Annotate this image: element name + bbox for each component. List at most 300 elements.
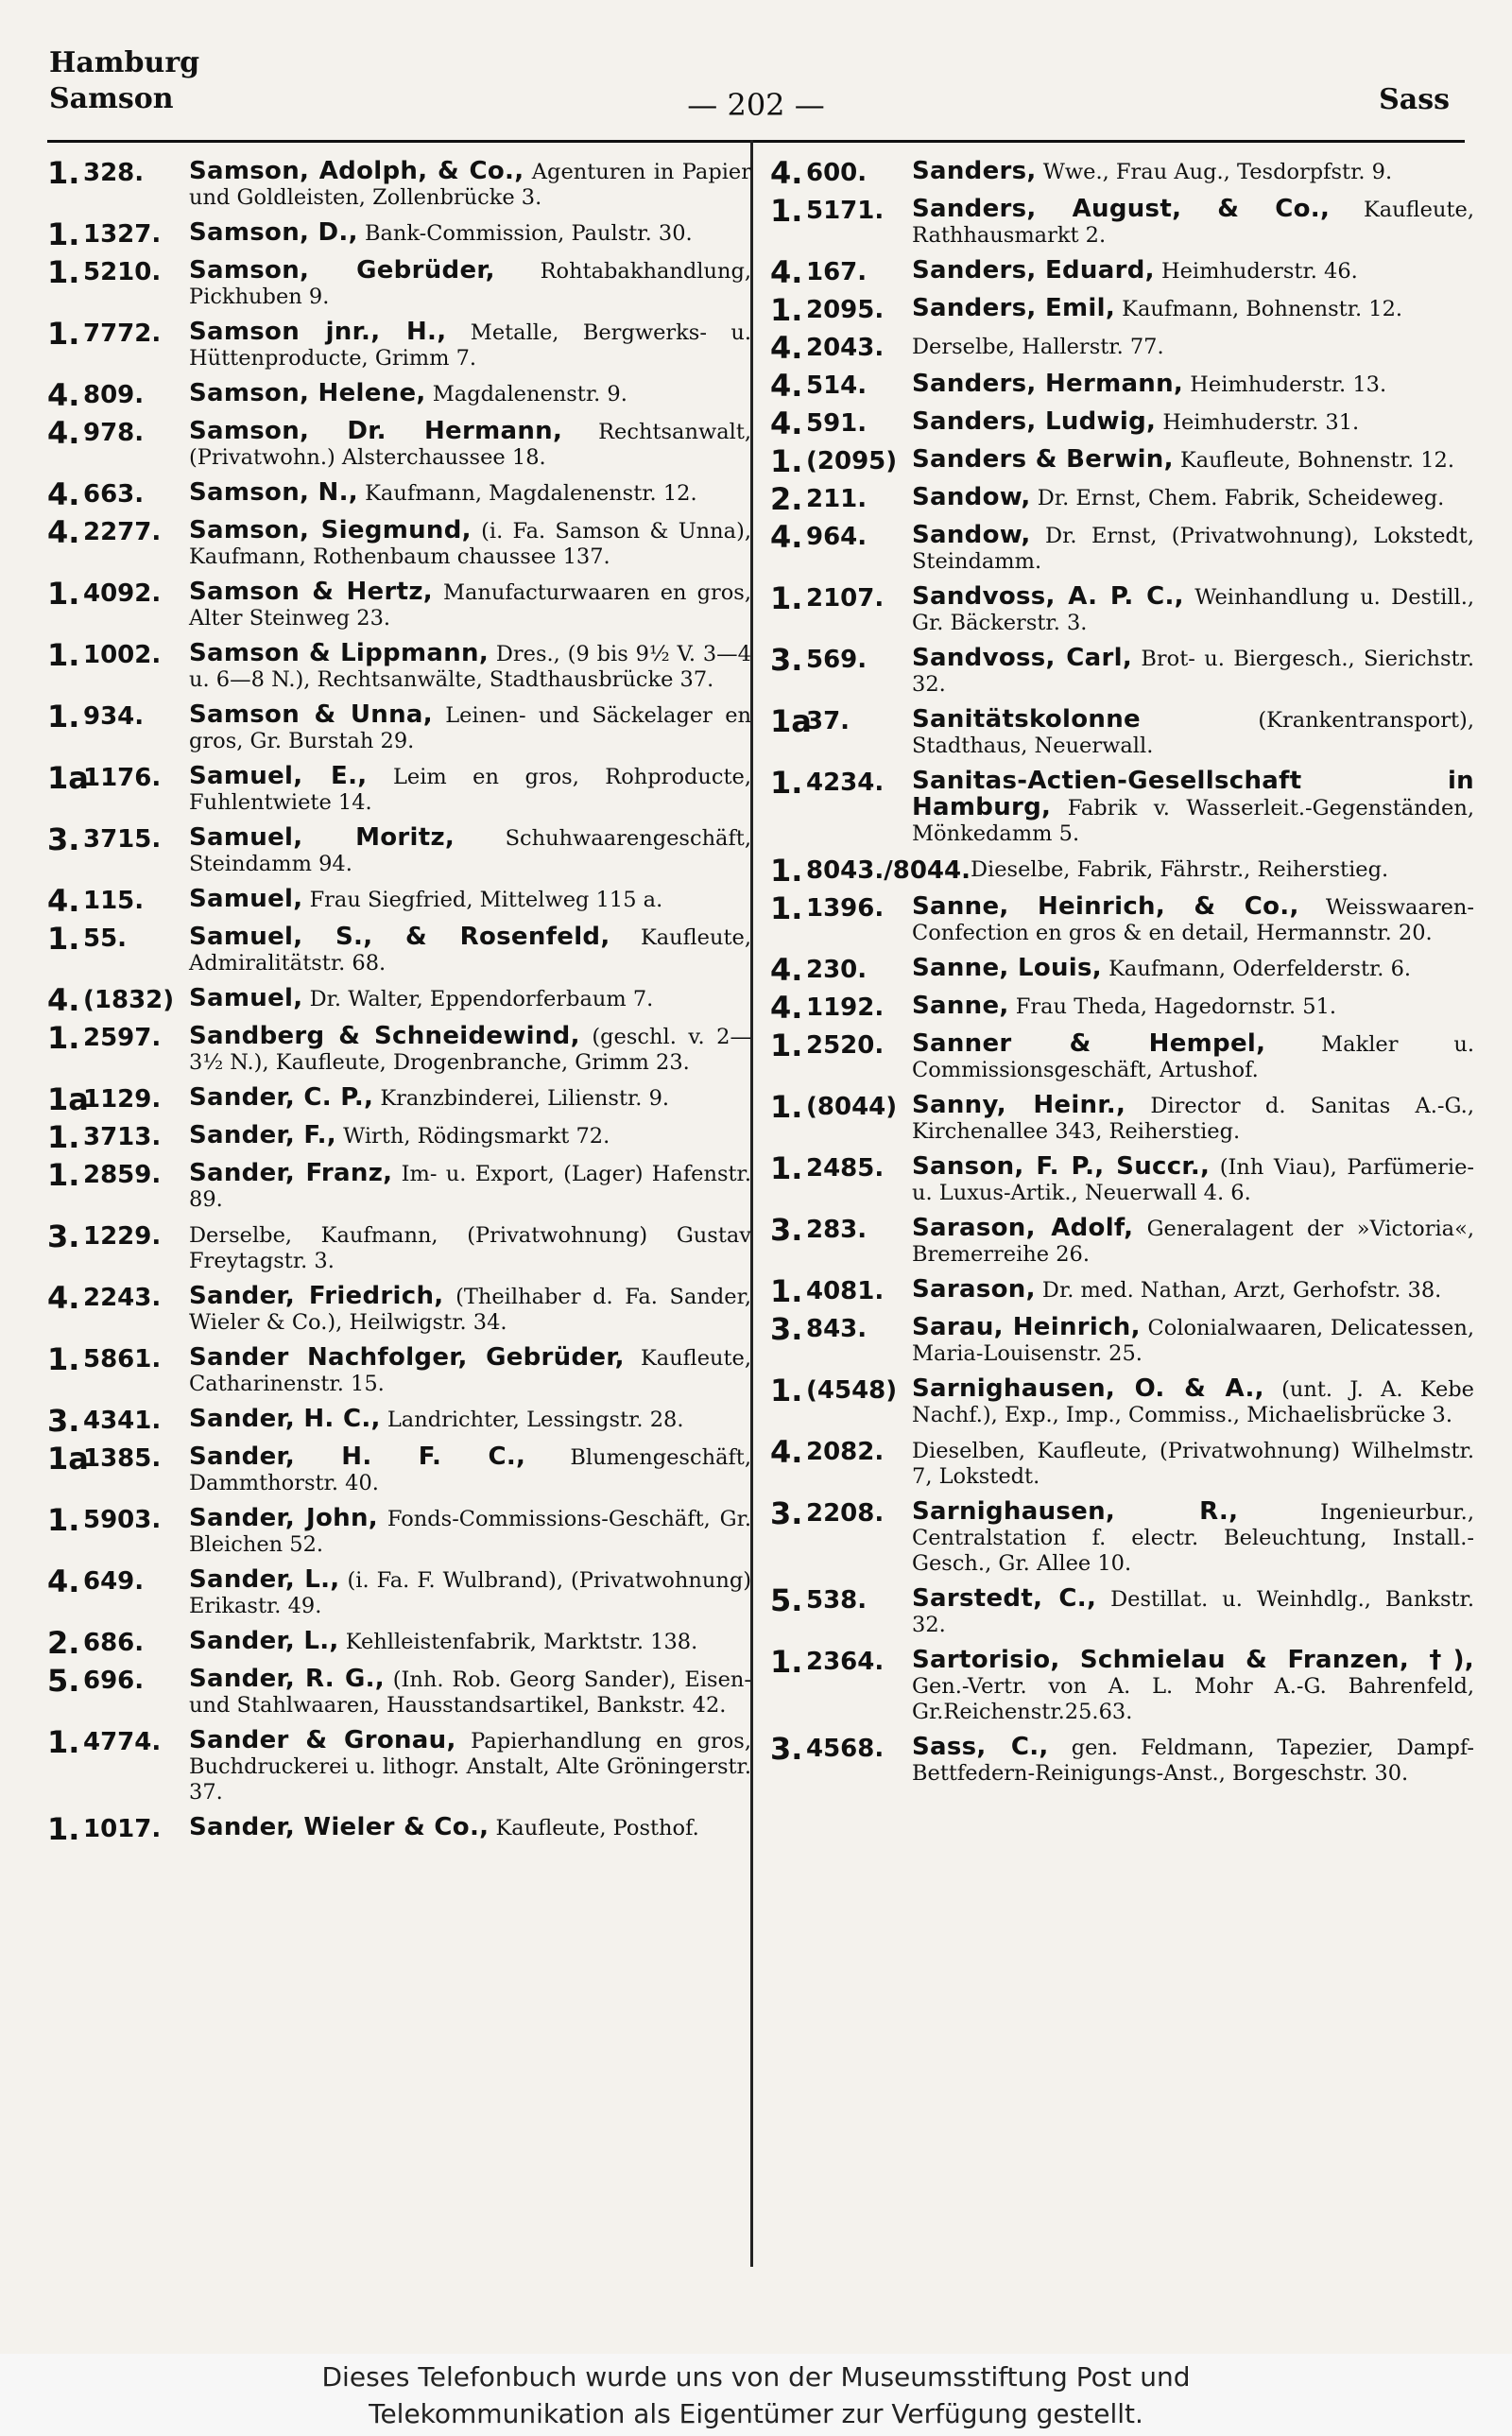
entry-text bbox=[189, 1024, 751, 1076]
entry-name: Sarason, bbox=[912, 1275, 1036, 1304]
entry-name: Sanny, Heinr., bbox=[912, 1091, 1126, 1119]
entry-details: Agenturen in Papier und Goldleisten, Zollenbrücke 3. bbox=[189, 160, 752, 210]
entry-name: Sanson, F. P., Succr., bbox=[912, 1152, 1211, 1181]
entry-text bbox=[912, 1031, 1474, 1083]
directory-entry bbox=[770, 443, 1474, 479]
entry-name: Sanitätskolonne bbox=[912, 705, 1141, 734]
directory-entry bbox=[770, 1212, 1474, 1268]
entry-phone-number: (8044) bbox=[806, 1093, 898, 1121]
directory-entry bbox=[47, 1020, 751, 1076]
entry-number bbox=[47, 699, 189, 734]
entry-text bbox=[189, 887, 751, 913]
entry-phone-number: 1002. bbox=[83, 641, 162, 669]
entry-number bbox=[47, 921, 189, 957]
entry-phone-number: 2243. bbox=[83, 1284, 162, 1312]
entry-number bbox=[47, 415, 189, 451]
entry-class: 4. bbox=[47, 982, 80, 1018]
entry-text bbox=[189, 702, 751, 754]
directory-entry bbox=[770, 1495, 1474, 1577]
entry-details: Frau Theda, Hagedornstr. 51. bbox=[1015, 994, 1337, 1019]
entry-name: Sandberg & Schneidewind, bbox=[189, 1022, 580, 1050]
entry-details: Magdalenenstr. 9. bbox=[432, 382, 627, 406]
entry-details: Kaufmann, Magdalenenstr. 12. bbox=[365, 481, 697, 506]
entry-text bbox=[912, 258, 1474, 285]
entry-number bbox=[770, 1311, 912, 1347]
footer-line-2: Telekommunikation als Eigentümer zur Verfügung gestellt. bbox=[369, 2398, 1143, 2429]
entry-details: Kaufleute, Bohnenstr. 12. bbox=[1179, 448, 1454, 473]
directory-entry bbox=[770, 193, 1474, 249]
entry-number bbox=[770, 368, 912, 404]
entry-number bbox=[770, 765, 912, 801]
directory-entry bbox=[47, 155, 752, 211]
entry-number bbox=[47, 760, 189, 796]
entry-phone-number: 2095. bbox=[806, 296, 885, 324]
entry-class: 4. bbox=[47, 1564, 80, 1599]
entry-class: 1. bbox=[47, 1811, 80, 1847]
entry-class: 1. bbox=[47, 699, 80, 734]
entry-phone-number: 4341. bbox=[83, 1407, 162, 1435]
right-column bbox=[770, 155, 1475, 1796]
entry-phone-number: 2043. bbox=[806, 334, 885, 362]
entry-class: 1. bbox=[770, 1644, 803, 1680]
entry-class: 4. bbox=[770, 155, 803, 191]
entry-text bbox=[189, 1728, 751, 1805]
entry-class: 4. bbox=[770, 330, 803, 366]
entry-phone-number: (4548) bbox=[806, 1376, 898, 1405]
entry-text bbox=[971, 856, 1474, 883]
entry-text bbox=[189, 258, 751, 310]
entry-name: Samson & Unna, bbox=[189, 700, 433, 729]
entry-name: Samson & Hertz, bbox=[189, 578, 433, 606]
entry-details: Gen.-Vertr. von A. L. Mohr A.-G. Bahrenfeld, Gr.Reichenstr.25.63. bbox=[912, 1674, 1474, 1724]
entry-phone-number: 2485. bbox=[806, 1154, 885, 1183]
entry-phone-number: 4774. bbox=[83, 1728, 162, 1756]
entry-phone-number: 686. bbox=[83, 1629, 145, 1657]
directory-entry bbox=[47, 821, 751, 877]
header-city: Hamburg bbox=[49, 46, 200, 79]
entry-text bbox=[189, 1567, 751, 1619]
entry-details: Leim en gros, Rohproducte, Fuhlentwiete 14. bbox=[189, 765, 751, 815]
directory-entry bbox=[770, 765, 1475, 847]
entry-class: 4. bbox=[770, 368, 803, 404]
directory-entry bbox=[770, 580, 1474, 636]
entry-class: 1. bbox=[770, 1089, 803, 1125]
entry-details: Weinhandlung u. Destill., Gr. Bäckerstr. 3. bbox=[912, 585, 1474, 635]
entry-details: Heimhuderstr. 46. bbox=[1160, 259, 1358, 284]
entry-name: Sanders, bbox=[912, 157, 1037, 185]
entry-name: Samson, N., bbox=[189, 478, 358, 507]
entry-class: 1. bbox=[770, 193, 803, 229]
entry-phone-number: 2107. bbox=[806, 584, 885, 613]
entry-number bbox=[47, 1157, 189, 1193]
entry-text bbox=[912, 1438, 1474, 1490]
directory-entry bbox=[770, 703, 1474, 759]
directory-entry bbox=[770, 1644, 1474, 1725]
entry-text bbox=[912, 894, 1474, 946]
entry-number bbox=[770, 853, 971, 889]
entry-class: 4. bbox=[770, 1434, 803, 1470]
directory-entry bbox=[47, 1218, 751, 1274]
directory-entry bbox=[47, 1157, 751, 1213]
entry-text bbox=[912, 409, 1474, 436]
entry-name: Samson, Dr. Hermann, bbox=[189, 417, 563, 445]
entry-number bbox=[47, 1218, 189, 1254]
entry-number bbox=[770, 1212, 912, 1248]
entry-class: 5. bbox=[770, 1582, 803, 1618]
directory-entry bbox=[770, 642, 1474, 698]
entry-phone-number: 5861. bbox=[83, 1345, 162, 1373]
entry-class: 1. bbox=[47, 316, 80, 352]
entry-details: Heimhuderstr. 13. bbox=[1190, 372, 1387, 397]
directory-entry bbox=[770, 254, 1474, 290]
entry-phone-number: 696. bbox=[83, 1667, 145, 1695]
entry-text bbox=[912, 447, 1474, 474]
entry-text bbox=[912, 769, 1474, 847]
entry-text bbox=[189, 641, 751, 693]
directory-entry bbox=[770, 890, 1475, 946]
entry-details: Blumengeschäft, Dammthorstr. 40. bbox=[189, 1445, 752, 1495]
entry-phone-number: 2277. bbox=[83, 518, 162, 546]
entry-class: 1. bbox=[47, 576, 80, 612]
entry-number bbox=[770, 193, 912, 229]
entry-phone-number: 283. bbox=[806, 1216, 868, 1244]
entry-details: Bank-Commission, Paulstr. 30. bbox=[364, 221, 693, 246]
entry-text bbox=[912, 1277, 1474, 1304]
directory-entry bbox=[770, 1434, 1474, 1490]
entry-text bbox=[189, 1667, 751, 1719]
entry-name: Sarau, Heinrich, bbox=[912, 1313, 1141, 1341]
entry-phone-number: 2082. bbox=[806, 1438, 885, 1466]
entry-text bbox=[189, 1284, 751, 1336]
directory-entry bbox=[47, 377, 751, 413]
entry-phone-number: 4092. bbox=[83, 579, 162, 608]
entry-class: 3. bbox=[770, 1212, 803, 1248]
entry-class: 4. bbox=[47, 514, 80, 550]
entry-phone-number: (1832) bbox=[83, 986, 175, 1014]
directory-entry bbox=[47, 476, 751, 512]
entry-details: Schuhwaarengeschäft, Steindamm 94. bbox=[189, 826, 751, 876]
footer-line-1: Dieses Telefonbuch wurde uns von der Museumsstiftung Post und bbox=[321, 2361, 1191, 2393]
entry-details: Director d. Sanitas A.-G., Kirchenallee 343, Reiherstieg. bbox=[912, 1094, 1474, 1144]
entry-phone-number: 2364. bbox=[806, 1648, 885, 1676]
entry-text bbox=[189, 579, 751, 631]
entry-number bbox=[770, 481, 912, 517]
entry-name: Sanders, Emil, bbox=[912, 294, 1116, 322]
entry-class: 1. bbox=[47, 1119, 80, 1155]
entry-number bbox=[770, 1582, 912, 1618]
entry-class: 1. bbox=[47, 1157, 80, 1193]
entry-class: 4. bbox=[47, 1280, 80, 1316]
entry-phone-number: 3713. bbox=[83, 1123, 162, 1151]
entry-phone-number: 514. bbox=[806, 371, 868, 400]
header-range-end: Sass bbox=[1379, 83, 1450, 116]
entry-number bbox=[47, 476, 189, 512]
entry-number bbox=[47, 1081, 189, 1117]
directory-entry bbox=[770, 1731, 1475, 1787]
directory-entry bbox=[47, 514, 751, 570]
entry-class: 1a bbox=[770, 703, 812, 739]
entry-details: Papierhandlung en gros, Buchdruckerei u. lithogr. Anstalt, Alte Gröningerstr. 37. bbox=[189, 1729, 751, 1805]
entry-class: 1. bbox=[770, 443, 803, 479]
directory-entry bbox=[47, 699, 751, 754]
entry-text bbox=[189, 1444, 751, 1496]
entry-phone-number: 5210. bbox=[83, 258, 162, 286]
entry-phone-number: 55. bbox=[83, 924, 128, 953]
entry-phone-number: 600. bbox=[806, 159, 868, 187]
entry-class: 1a bbox=[47, 1441, 89, 1477]
directory-entry bbox=[770, 1089, 1474, 1145]
entry-details: Rohtabakhandlung, Pickhuben 9. bbox=[189, 259, 752, 309]
entry-details: Generalagent der »Victoria«, Bremerreihe 26. bbox=[912, 1217, 1474, 1267]
entry-details: Makler u. Commissionsgeschäft, Artushof. bbox=[912, 1032, 1475, 1082]
entry-text bbox=[912, 197, 1474, 249]
entry-number bbox=[47, 377, 189, 413]
entry-number bbox=[770, 890, 912, 926]
directory-entry bbox=[47, 883, 751, 919]
directory-entry bbox=[47, 760, 751, 816]
entry-name: Samuel, bbox=[189, 984, 303, 1012]
entry-details: Metalle, Bergwerks- u. Hüttenproducte, Grimm 7. bbox=[189, 320, 751, 371]
directory-entry bbox=[47, 1724, 751, 1805]
entry-name: Sass, C., bbox=[912, 1733, 1049, 1761]
entry-text bbox=[189, 518, 751, 570]
entry-details: Kranzbinderei, Lilienstr. 9. bbox=[380, 1086, 670, 1111]
entry-number bbox=[770, 703, 912, 739]
entry-name: Samuel, Moritz, bbox=[189, 823, 455, 852]
entry-details: (i. Fa. F. Wulbrand), (Privatwohnung) Erikastr. 49. bbox=[189, 1568, 751, 1618]
entry-name: Sander, Wieler & Co., bbox=[189, 1813, 490, 1841]
entry-phone-number: 115. bbox=[83, 887, 145, 915]
entry-details: Leinen- und Säckelager en gros, Gr. Burstah 29. bbox=[189, 703, 751, 753]
entry-name: Sanders, Hermann, bbox=[912, 370, 1184, 398]
directory-entry bbox=[770, 292, 1474, 328]
entry-details: Derselbe, Kaufmann, (Privatwohnung) Gustav Freytagstr. 3. bbox=[189, 1223, 751, 1273]
entry-text bbox=[189, 1345, 751, 1397]
entry-details: Rechtsanwalt, (Privatwohn.) Alsterchaussee 18. bbox=[189, 420, 752, 470]
entry-name: Sander Nachfolger, Gebrüder, bbox=[189, 1343, 625, 1372]
entry-phone-number: 8043./8044. bbox=[806, 856, 971, 885]
entry-name: Sanne, Heinrich, & Co., bbox=[912, 892, 1299, 921]
entry-text bbox=[912, 1315, 1474, 1367]
entry-phone-number: 328. bbox=[83, 159, 145, 187]
entry-text bbox=[189, 159, 751, 211]
entry-details: Dr. Ernst, (Privatwohnung), Lokstedt, Steindamm. bbox=[912, 524, 1474, 574]
entry-class: 1. bbox=[47, 1502, 80, 1538]
entry-number bbox=[770, 1644, 912, 1680]
entry-class: 1. bbox=[47, 155, 80, 191]
entry-details: Kaufmann, Oderfelderstr. 6. bbox=[1108, 957, 1412, 981]
entry-details: Weisswaaren-Confection en gros & en detail, Hermannstr. 20. bbox=[912, 895, 1475, 945]
entry-details: Dres., (9 bis 9½ V. 3—4 u. 6—8 N.), Rechtsanwälte, Stadthausbrücke 37. bbox=[189, 642, 751, 692]
entry-phone-number: 3715. bbox=[83, 825, 162, 854]
entry-text bbox=[912, 523, 1474, 575]
entry-number bbox=[47, 982, 189, 1018]
directory-entry bbox=[47, 1280, 752, 1336]
entry-phone-number: 809. bbox=[83, 381, 145, 409]
entry-details: Brot- u. Biergesch., Sierichstr. 32. bbox=[912, 647, 1474, 697]
entry-name: Samson & Lippmann, bbox=[189, 639, 490, 667]
entry-name: Sander, F., bbox=[189, 1121, 336, 1149]
entry-details: (Theilhaber d. Fa. Sander, Wieler & Co.), Heilwigstr. 34. bbox=[189, 1285, 752, 1335]
entry-name: Sandvoss, A. P. C., bbox=[912, 582, 1184, 611]
entry-details: Kaufleute, Admiralitätstr. 68. bbox=[189, 925, 751, 976]
entry-class: 1a bbox=[47, 1081, 89, 1117]
entry-class: 3. bbox=[47, 1403, 80, 1439]
entry-number bbox=[47, 316, 189, 352]
entry-details: gen. Feldmann, Tapezier, Dampf-Bettfedern-Reinigungs-Anst., Borgeschstr. 30. bbox=[912, 1736, 1475, 1786]
entry-text bbox=[912, 371, 1474, 398]
entry-text bbox=[189, 986, 751, 1012]
entry-number bbox=[47, 576, 189, 612]
directory-entry bbox=[47, 1441, 752, 1496]
entry-number bbox=[770, 292, 912, 328]
entry-details: Im- u. Export, (Lager) Hafenstr. 89. bbox=[189, 1162, 751, 1212]
directory-entry bbox=[770, 330, 1474, 366]
directory-entry bbox=[47, 415, 752, 471]
entry-name: Sanitas-Actien-Gesellschaft in Hamburg, bbox=[912, 767, 1474, 821]
entry-class: 1. bbox=[770, 890, 803, 926]
entry-phone-number: 1017. bbox=[83, 1815, 162, 1843]
entry-phone-number: (2095) bbox=[806, 447, 898, 475]
entry-text bbox=[189, 1161, 751, 1213]
directory-entry bbox=[47, 576, 751, 631]
entry-text bbox=[912, 584, 1474, 636]
entry-name: Samson, Siegmund, bbox=[189, 516, 472, 544]
entry-phone-number: 230. bbox=[806, 956, 868, 984]
entry-phone-number: 7772. bbox=[83, 320, 162, 348]
directory-entry bbox=[47, 1625, 751, 1661]
entry-details: Manufacturwaaren en gros, Alter Steinweg 23. bbox=[189, 580, 751, 631]
entry-text bbox=[912, 1093, 1474, 1145]
entry-number bbox=[47, 216, 189, 252]
entry-class: 1. bbox=[47, 216, 80, 252]
entry-name: Sanne, bbox=[912, 992, 1009, 1020]
entry-phone-number: 4081. bbox=[806, 1277, 885, 1305]
entry-class: 3. bbox=[47, 821, 80, 857]
entry-details: Fonds-Commissions-Geschäft, Gr. Bleichen 52. bbox=[189, 1507, 752, 1557]
entry-class: 1. bbox=[770, 853, 803, 889]
entry-number bbox=[770, 580, 912, 616]
entry-number bbox=[770, 519, 912, 555]
entry-number bbox=[47, 821, 189, 857]
entry-text bbox=[912, 1154, 1474, 1206]
entry-details: Dr. Ernst, Chem. Fabrik, Scheideweg. bbox=[1037, 486, 1445, 510]
directory-entry bbox=[47, 1403, 751, 1439]
entry-text bbox=[912, 1499, 1474, 1577]
entry-number bbox=[47, 155, 189, 191]
entry-name: Sandvoss, Carl, bbox=[912, 644, 1133, 672]
entry-details: Kaufleute, Catharinenstr. 15. bbox=[189, 1346, 752, 1396]
entry-details: Dieselben, Kaufleute, (Privatwohnung) Wilhelmstr. 7, Lokstedt. bbox=[912, 1439, 1474, 1489]
entry-text bbox=[189, 764, 751, 816]
entry-number bbox=[770, 406, 912, 441]
entry-name: Samson jnr., H., bbox=[189, 318, 447, 346]
entry-class: 2. bbox=[770, 481, 803, 517]
entry-name: Sander, H. F. C., bbox=[189, 1443, 526, 1471]
entry-name: Sanders, August, & Co., bbox=[912, 195, 1331, 223]
entry-details: Colonialwaaren, Delicatessen, Maria-Louisenstr. 25. bbox=[912, 1316, 1474, 1366]
entry-text bbox=[912, 334, 1474, 360]
directory-entry bbox=[47, 982, 751, 1018]
entry-name: Sartorisio, Schmielau & Franzen, †), bbox=[912, 1646, 1474, 1674]
entry-name: Samson, Adolph, & Co., bbox=[189, 157, 524, 185]
entry-details: Wwe., Frau Aug., Tesdorpfstr. 9. bbox=[1042, 160, 1393, 184]
entry-text bbox=[912, 1735, 1474, 1787]
page-number: — 202 — bbox=[687, 87, 825, 123]
entry-name: Sander, Franz, bbox=[189, 1159, 393, 1187]
entry-number bbox=[47, 1625, 189, 1661]
directory-entry bbox=[770, 1273, 1474, 1309]
entry-text bbox=[912, 1586, 1474, 1638]
entry-phone-number: 37. bbox=[806, 707, 850, 735]
entry-class: 4. bbox=[47, 883, 80, 919]
directory-entry bbox=[47, 637, 751, 693]
entry-details: Fabrik v. Wasserleit.-Gegenständen, Mönkedamm 5. bbox=[912, 796, 1475, 846]
entry-name: Sander, R. G., bbox=[189, 1665, 385, 1693]
entry-text bbox=[189, 1123, 751, 1149]
entry-number bbox=[47, 637, 189, 673]
entry-details: Kaufleute, Rathhausmarkt 2. bbox=[912, 198, 1474, 248]
entry-phone-number: 4234. bbox=[806, 769, 885, 797]
entry-text bbox=[189, 1407, 751, 1433]
entry-class: 1. bbox=[47, 1724, 80, 1760]
entry-class: 4. bbox=[47, 476, 80, 512]
entry-phone-number: 1229. bbox=[83, 1222, 162, 1251]
entry-details: Kaufmann, Bohnenstr. 12. bbox=[1122, 297, 1403, 321]
entry-number bbox=[47, 1280, 189, 1316]
entry-phone-number: 934. bbox=[83, 702, 145, 731]
directory-entry bbox=[770, 155, 1474, 191]
entry-name: Sandow, bbox=[912, 521, 1031, 549]
entry-text bbox=[189, 1222, 751, 1274]
entry-phone-number: 591. bbox=[806, 409, 868, 438]
directory-entry bbox=[770, 952, 1474, 988]
entry-phone-number: 1396. bbox=[806, 894, 885, 923]
entry-text bbox=[912, 707, 1474, 759]
directory-entry bbox=[770, 1582, 1474, 1638]
entry-text bbox=[189, 1815, 751, 1841]
entry-details: Destillat. u. Weinhdlg., Bankstr. 32. bbox=[912, 1587, 1474, 1637]
entry-text bbox=[189, 480, 751, 507]
entry-details: Derselbe, Hallerstr. 77. bbox=[912, 335, 1164, 359]
entry-phone-number: 2208. bbox=[806, 1499, 885, 1528]
entry-number bbox=[47, 1564, 189, 1599]
entry-details: Dr. med. Nathan, Arzt, Gerhofstr. 38. bbox=[1041, 1278, 1442, 1303]
entry-name: Sander, L., bbox=[189, 1627, 339, 1655]
entry-name: Sander, H. C., bbox=[189, 1405, 381, 1433]
entry-name: Samuel, E., bbox=[189, 762, 368, 790]
entry-class: 3. bbox=[47, 1218, 80, 1254]
entry-class: 1. bbox=[47, 1341, 80, 1377]
entry-details: (Krankentransport), Stadthaus, Neuerwall. bbox=[912, 708, 1474, 758]
directory-entry bbox=[47, 1119, 751, 1155]
entry-number bbox=[770, 1089, 912, 1125]
entry-text bbox=[912, 646, 1474, 698]
entry-text bbox=[912, 296, 1474, 322]
directory-entry bbox=[770, 1150, 1474, 1206]
entry-text bbox=[189, 825, 751, 877]
entry-number bbox=[47, 254, 189, 290]
entry-class: 1. bbox=[770, 1150, 803, 1186]
entry-number bbox=[770, 1731, 912, 1767]
entry-phone-number: 5171. bbox=[806, 197, 885, 225]
entry-class: 1. bbox=[47, 921, 80, 957]
entry-phone-number: 167. bbox=[806, 258, 868, 286]
entry-phone-number: 843. bbox=[806, 1315, 868, 1343]
directory-entry bbox=[47, 254, 752, 310]
entry-phone-number: 538. bbox=[806, 1586, 868, 1615]
entry-text bbox=[912, 993, 1474, 1020]
